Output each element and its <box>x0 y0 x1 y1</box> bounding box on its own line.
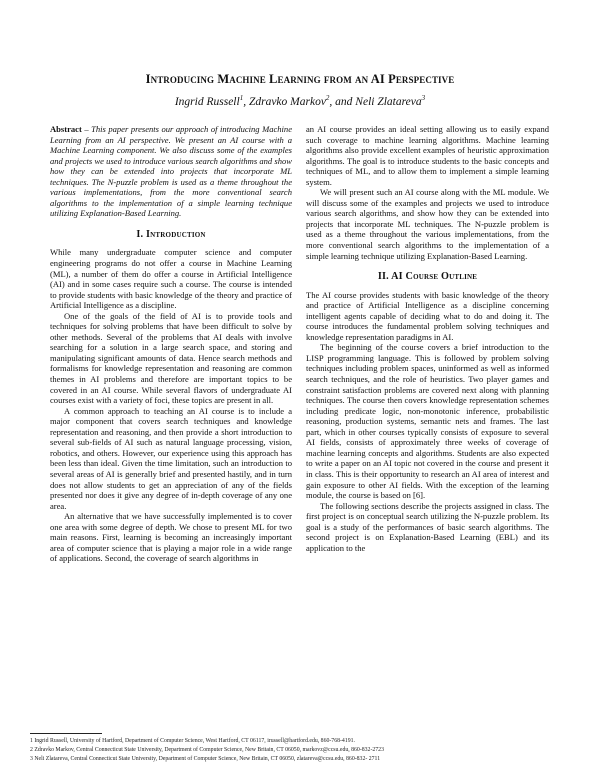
left-column <box>50 124 292 564</box>
outline-paragraph-1: The AI course provides students with basic knowledge of the theory and practice of Artificial Intelligence as a discipline concerning intelligent agents capable of deciding what to do and doing it. The course introduces the fundamental problem solving techniques and knowledge representation paradigms in AI. <box>306 289 549 342</box>
footnote-3: 3 Neli Zlatareva, Central Connecticut State University, Department of Computer Science, New Britain, CT 06050, zlatareva@ccsu.edu, 860-832- 2711 <box>30 755 381 762</box>
intro-paragraph-5: We will present such an AI course along with the ML module. We will discuss some of the examples and projects we used to introduce various search algorithms, and show how they can be extended into projects that incorporate ML techniques. The N-puzzle problem is used as a theme throughout the various implementations, from the more conventional search algorithms to the implementation of a simple learning technique utilizing Explanation-Based Learning. <box>306 187 549 261</box>
outline-paragraph-2: The beginning of the course covers a brief introduction to the LISP programming language. This is followed by problem solving techniques including problem spaces, uninformed as well as informed search techniques, and the role of heuristics. Two player games and constraint satisfaction problems are covered next along with planning techniques. The course then covers knowledge representation schemes including predicate logic, non-monotonic inference, probabilistic reasoning, production systems, semantic nets and frames. The last part, which in other courses typically consists of exposure to several AI fields, consists of approximately three weeks of coverage of machine learning concepts and algorithms. Students are also expected to write a paper on an AI topic not covered in the course and present it in class. This is their opportunity to research an AI area of interest and gain exposure to other AI fields. With the exception of the learning module, the course is based on [6]. <box>306 342 549 501</box>
abstract <box>50 124 292 219</box>
section-heading-introduction: I. Introduction <box>136 228 206 240</box>
intro-paragraph-1: While many undergraduate computer science and computer engineering programs do not offer a course in Machine Learning (ML), a number of them do offer a course in Artificial Intelligence (AI) and in some cases require such a course. The course is intended to provide students with basic knowledge of the theory and practice of Artificial Intelligence as a discipline. <box>50 247 292 311</box>
right-column <box>306 124 549 553</box>
section-heading-course-outline: II. AI Course Outline <box>377 271 478 283</box>
intro-paragraph-4: An alternative that we have successfully implemented is to cover one area with some degree of depth. We chose to present ML for two main reasons. First, learning is becoming an increasingly important area of computer science that is playing a major role in a wide range of applications. Second, the coverage of search algorithms in <box>50 511 292 564</box>
footnote-marker-2: 2 <box>325 94 330 102</box>
footnote-marker-3: 3 <box>421 94 426 102</box>
intro-paragraph-2: One of the goals of the field of AI is to provide tools and techniques for solving problems that have been difficult to solve by other methods. Several of the problems that AI deals with involve searching for a solution in a large search space, and storing and manipulating significant amounts of data. Hence search methods and formalisms for knowledge representation and reasoning are common themes in AI problems and therefore are important topics to be covered in an AI course. While several flavors of undergraduate AI courses exist with a variety of foci, these topics are present in all. <box>50 310 292 406</box>
paper-title: Introducing Machine Learning from an AI Perspective <box>145 72 455 86</box>
intro-paragraph-3: A common approach to teaching an AI course is to include a major component that covers search techniques and knowledge representation and reasoning, and then provide a short introduction to several sub-fields of AI such as natural language processing, vision, robotics, and others. However, our experience using this approach has been less than ideal. Given the time limitation, such an introduction to several areas of AI is generally brief and presented hastily, and in turn does not allow students to get an appreciation of any of the fields presented nor does it give any degree of in-depth coverage of any one area. <box>50 405 292 511</box>
footnote-1: 1 Ingrid Russell, University of Hartford, Department of Computer Science, West Hartford, CT 06117, irussell@hartford.edu, 860-768-4191. <box>30 738 355 744</box>
author-russell: Ingrid Russell <box>174 95 240 108</box>
abstract-label: Abstract <box>50 124 82 134</box>
footnotes <box>30 737 570 763</box>
footnote-marker-1: 1 <box>239 94 244 102</box>
footnote-2: 2 Zdravko Markov, Central Connecticut State University, Department of Computer Science, New Britain, CT 06050, markovz@ccsu.edu, 860-832-2723 <box>30 746 384 753</box>
author-line <box>0 94 600 108</box>
author-zlatareva: , and Neli Zlatareva <box>329 95 422 108</box>
intro-paragraph-4-continued: an AI course provides an ideal setting allowing us to easily expand such coverage to machine learning algorithms. Machine learning algorithms also provide excellent examples of heuristic approximation algorithms. The goal is to introduce students to the basic concepts and techniques of ML, and to allow them to implement a simple learning system. <box>306 124 549 187</box>
footnote-rule <box>30 733 102 734</box>
author-markov: , Zdravko Markov <box>243 95 326 108</box>
abstract-text: – This paper presents our approach of introducing Machine Learning from an AI perspective. We present an AI course with a Machine Learning component. We also discuss some of the examples and projects we used to introduce various search algorithms and show how they can be extended into projects that incorporate ML techniques. The N-puzzle problem is used as a theme throughout the various implementations, from the more conventional search algorithms to the implementation of a simple learning technique utilizing Explanation-Based Learning. <box>50 124 292 219</box>
outline-paragraph-3: The following sections describe the projects assigned in class. The first project is on conceptual search utilizing the N-puzzle problem. Its goal is a study of the performances of basic search algorithms. The second project is on Explanation-Based Learning (EBL) and its application to the <box>306 500 549 553</box>
